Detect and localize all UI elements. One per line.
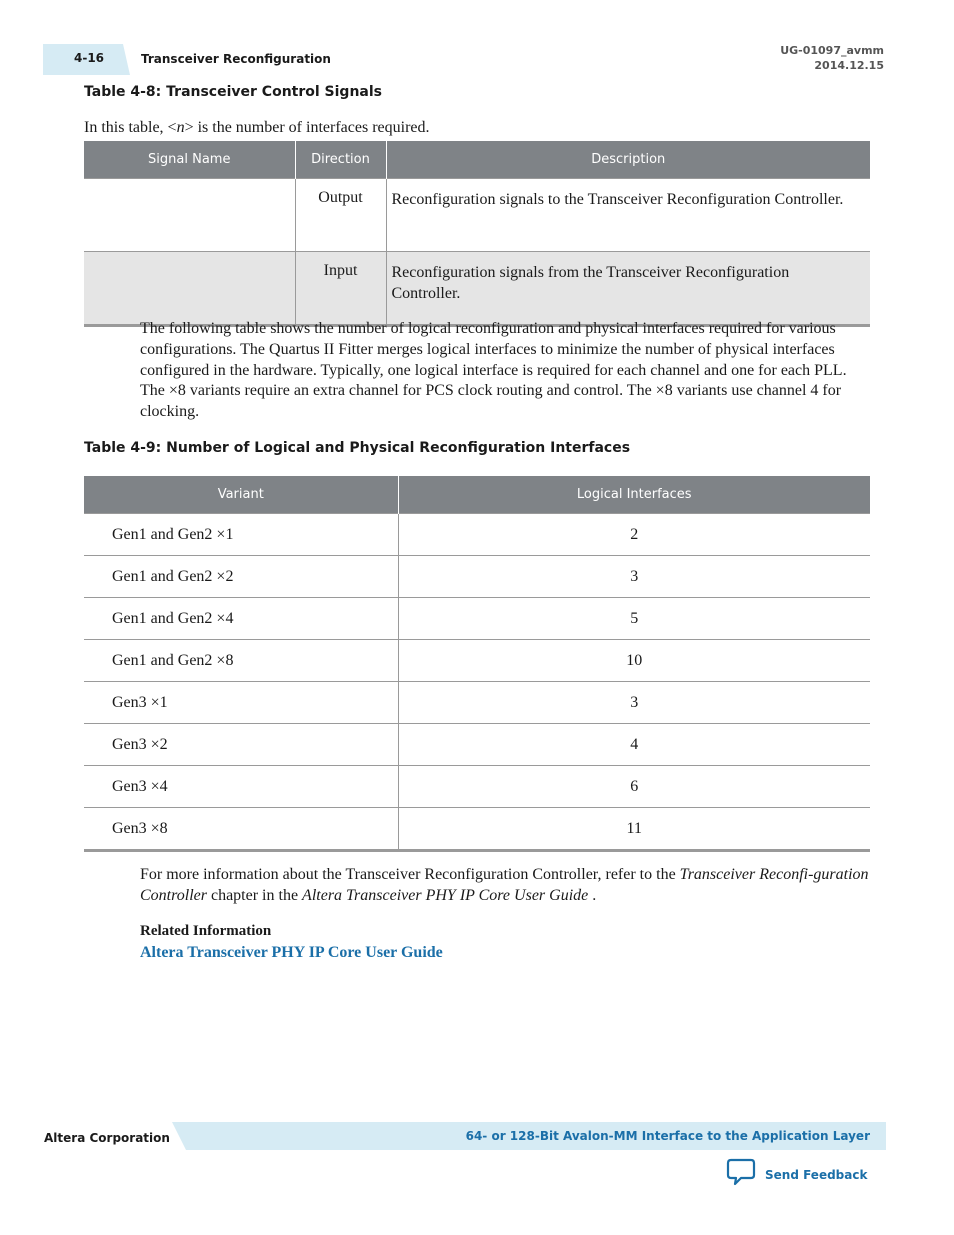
table-row (84, 179, 870, 252)
variant-cell: Gen3 ×2 (84, 724, 398, 766)
table-header-row (84, 141, 870, 179)
variant-cell: Gen1 and Gen2 ×2 (84, 556, 398, 598)
variant-cell: Gen3 ×8 (84, 808, 398, 851)
col-signal-name: Signal Name (84, 141, 295, 179)
related-information-heading: Related Information (140, 923, 272, 939)
col-logical-interfaces: Logical Interfaces (398, 476, 870, 514)
direction-cell: Output (295, 179, 386, 252)
logical-cell: 4 (398, 724, 870, 766)
table-header-row (84, 476, 870, 514)
variant-cell: Gen1 and Gen2 ×4 (84, 598, 398, 640)
table-row (84, 556, 870, 598)
logical-cell: 3 (398, 682, 870, 724)
variant-cell: Gen3 ×1 (84, 682, 398, 724)
col-variant: Variant (84, 476, 398, 514)
italic-part: Transceiver Reconfi-guration Controller (140, 866, 869, 904)
send-feedback-label: Send Feedback (765, 1167, 868, 1182)
table-row (84, 598, 870, 640)
doc-date: 2014.12.15 (814, 59, 884, 72)
description-cell: Reconfiguration signals from the Transceiver Reconfiguration Controller. (386, 252, 870, 326)
text-part: chapter in the (206, 886, 303, 904)
table-row (84, 252, 870, 326)
variant-cell: Gen3 ×4 (84, 766, 398, 808)
text-part: For more information about the Transceiver Reconfiguration Controller, refer to the (140, 866, 680, 883)
description-cell: Reconfiguration signals to the Transceiver Reconfiguration Controller. (386, 179, 870, 252)
logical-cell: 5 (398, 598, 870, 640)
send-feedback-button[interactable] (726, 1158, 867, 1191)
logical-cell: 3 (398, 556, 870, 598)
table-row (84, 640, 870, 682)
text-part: . (588, 886, 597, 904)
note-suffix: > is the number of interfaces required. (184, 119, 430, 136)
logical-cell: 11 (398, 808, 870, 851)
table1-note (84, 119, 430, 137)
footer-doc-title: 64- or 128-Bit Avalon-MM Interface to the Application Layer (465, 1129, 870, 1143)
note-prefix: In this table, < (84, 119, 177, 136)
italic-part: Altera Transceiver PHY IP Core User Guide (302, 886, 589, 904)
table-row (84, 766, 870, 808)
related-guide-link[interactable]: Altera Transceiver PHY IP Core User Guide (140, 944, 443, 961)
variant-cell: Gen1 and Gen2 ×1 (84, 514, 398, 556)
table2-caption: Table 4-9: Number of Logical and Physical Reconfiguration Interfaces (84, 440, 631, 456)
table-row (84, 724, 870, 766)
table1-caption: Table 4-8: Transceiver Control Signals (84, 84, 382, 100)
signal-name-cell (84, 179, 295, 252)
section-title: Transceiver Reconfiguration (141, 52, 331, 66)
page-number: 4-16 (74, 51, 105, 65)
more-info-paragraph (140, 865, 870, 907)
col-direction: Direction (295, 141, 386, 179)
transceiver-control-signals-table (84, 141, 870, 327)
logical-cell: 10 (398, 640, 870, 682)
table-row (84, 514, 870, 556)
reconfiguration-interfaces-table (84, 476, 870, 852)
direction-cell: Input (295, 252, 386, 326)
doc-code: UG-01097_avmm (780, 44, 884, 57)
note-variable: n (176, 119, 185, 136)
logical-cell: 2 (398, 514, 870, 556)
table-row (84, 682, 870, 724)
table-row (84, 808, 870, 851)
col-description: Description (386, 141, 870, 179)
logical-cell: 6 (398, 766, 870, 808)
body-paragraph: The following table shows the number of logical reconfiguration and physical interfaces required for various configurations. The Quartus II Fitter merges logical interfaces to minimize the number of physical interfaces configured in the hardware. Typically, one logical interface is required for each channel and one for each PLL. The ×8 variants require an extra channel for PCS clock routing and control. The ×8 variants use channel 4 for clocking. (140, 320, 847, 421)
speech-bubble-icon (726, 1158, 756, 1191)
signal-name-cell (84, 252, 295, 326)
document-id (780, 43, 884, 73)
footer-company: Altera Corporation (44, 1131, 170, 1145)
variant-cell: Gen1 and Gen2 ×8 (84, 640, 398, 682)
